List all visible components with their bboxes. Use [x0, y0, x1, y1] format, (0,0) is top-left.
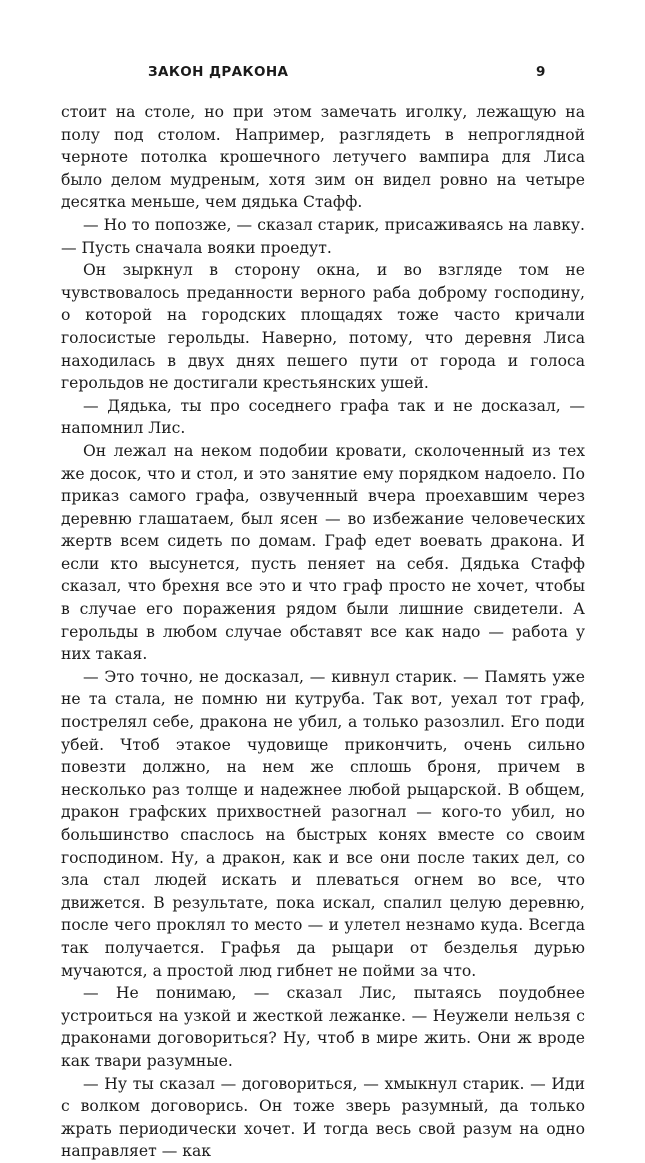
paragraph: — Ну ты сказал — договориться, — хмыкнул старик. — Иди с волком договорись. Он тоже зверь разумный, да только жрать периодически хочет. И тогда весь свой разум на одно направляет — как: [61, 1074, 585, 1161]
book-title: ЗАКОН ДРАКОНА: [148, 64, 289, 80]
paragraph: — Дядька, ты про соседнего графа так и не досказал, — напомнил Лис.: [61, 396, 585, 438]
paragraph: — Не понимаю, — сказал Лис, пытаясь поудобнее устроиться на узкой и жесткой лежанке. — Неужели нельзя с драконами договориться? Ну, чтоб в мире жить. Они ж вроде как твари разумные.: [61, 984, 585, 1070]
body-text: [61, 101, 585, 1163]
paragraph: Он лежал на неком подобии кровати, сколоченный из тех же досок, что и стол, и это занятие ему порядком надоело. По приказ самого графа, озвученный вчера проехавшим через деревню глашатаем, был ясен — во избежание человеческих жертв всем сидеть по домам. Граф едет воевать дракона. И если кто высунется, пусть пеняет на себя. Дядька Стафф сказал, что брехня все это и что граф просто не хочет, чтобы в случае его поражения рядом были лишние свидетели. А герольды в любом случае обставят все как надо — работа у них такая.: [61, 441, 585, 664]
paragraph: стоит на столе, но при этом замечать иголку, лежащую на полу под столом. Например, разглядеть в непроглядной черноте потолка крошечного летучего вампира для Лиса было делом мудреным, хотя зим он видел ровно на четыре десятка меньше, чем дядька Стафф.: [61, 103, 585, 212]
running-head: [62, 64, 584, 86]
paragraph: — Но то попозже, — сказал старик, присаживаясь на лавку. — Пусть сначала вояки проедут.: [61, 215, 585, 257]
page-number: 9: [536, 64, 546, 80]
paragraph: Он зыркнул в сторону окна, и во взгляде том не чувствовалось преданности верного раба доброму господину, о которой на городских площадях тоже часто кричали голосистые герольды. Наверно, потому, что деревня Лиса находилась в двух днях пешего пути от города и голоса герольдов не достигали крестьянских ушей.: [61, 261, 585, 393]
paragraph: — Это точно, не досказал, — кивнул старик. — Память уже не та стала, не помню ни кутруба. Так вот, уехал тот граф, пострелял себе, дракона не убил, а только разозлил. Его поди убей. Чтоб этакое чудовище прикончить, очень сильно повезти должно, на нем же сплошь броня, причем в несколько раз толще и надежнее любой рыцарской. В общем, дракон графских прихвостней разогнал — кого-то убил, но большинство спаслось на быстрых конях вместе со своим господином. Ну, а дракон, как и все они после таких дел, со зла стал людей искать и плеваться огнем во все, что движется. В результате, пока искал, спалил целую деревню, после чего проклял то место — и улетел незнамо куда. Всегда так получается. Графья да рыцари от безделья дурью мучаются, а простой люд гибнет не пойми за что.: [61, 667, 585, 980]
